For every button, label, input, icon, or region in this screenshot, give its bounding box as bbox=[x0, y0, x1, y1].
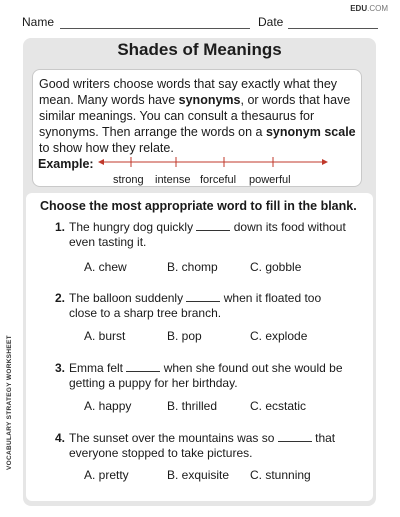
brand-name: EDU bbox=[350, 4, 368, 13]
answer-blank[interactable] bbox=[186, 291, 220, 302]
keyword-synonym-scale: synonym scale bbox=[265, 125, 356, 139]
intro-line-3: similar meanings. You can consult a thesaurus for bbox=[39, 109, 315, 123]
answer-blank[interactable] bbox=[278, 431, 312, 442]
name-label: Name bbox=[22, 15, 55, 29]
question-text-part: The hungry dog quickly bbox=[69, 220, 197, 234]
option-a[interactable]: A. chew bbox=[84, 260, 127, 274]
intro-line-5: to show how they relate. bbox=[39, 141, 174, 155]
intro-line-2 bbox=[39, 92, 361, 108]
sidebar-label: VOCABULARY STRATEGY WORKSHEET bbox=[6, 335, 13, 470]
question-text bbox=[69, 291, 355, 321]
synonym-scale-arrow bbox=[98, 155, 328, 169]
question-text-part: The balloon suddenly bbox=[69, 291, 187, 305]
question-number: 1. bbox=[55, 220, 66, 234]
question-text bbox=[69, 431, 355, 461]
question-text-part: close to a sharp tree branch. bbox=[69, 306, 222, 320]
option-c[interactable]: C. stunning bbox=[250, 468, 311, 482]
example-label: Example: bbox=[38, 157, 94, 171]
question-2 bbox=[55, 291, 355, 321]
keyword-synonyms: synonyms bbox=[178, 93, 241, 107]
question-4 bbox=[55, 431, 355, 461]
option-b[interactable]: B. chomp bbox=[167, 260, 218, 274]
scale-word: powerful bbox=[249, 174, 291, 186]
question-text-part: Emma felt bbox=[69, 361, 127, 375]
date-line bbox=[288, 28, 378, 29]
header-row bbox=[22, 15, 378, 31]
option-c[interactable]: C. explode bbox=[250, 329, 308, 343]
question-text-part: The sunset over the mountains was so bbox=[69, 431, 278, 445]
intro-text: synonyms. Then arrange the words on a bbox=[39, 125, 266, 139]
date-label: Date bbox=[258, 15, 284, 29]
option-b[interactable]: B. pop bbox=[167, 329, 202, 343]
intro-line-4 bbox=[39, 124, 361, 140]
option-a[interactable]: A. happy bbox=[84, 399, 132, 413]
option-c[interactable]: C. ecstatic bbox=[250, 399, 307, 413]
question-text-part: that bbox=[311, 431, 336, 445]
option-c[interactable]: C. gobble bbox=[250, 260, 302, 274]
option-b[interactable]: B. exquisite bbox=[167, 468, 230, 482]
question-number: 2. bbox=[55, 291, 66, 305]
instruction: Choose the most appropriate word to fill in the blank. bbox=[40, 199, 357, 213]
answer-blank[interactable] bbox=[196, 220, 230, 231]
intro-text: , or words that have bbox=[240, 93, 351, 107]
brand-suffix: .COM bbox=[367, 4, 388, 13]
name-line bbox=[60, 28, 250, 29]
brand-logo bbox=[350, 4, 388, 13]
intro-line-1: Good writers choose words that say exactly what they bbox=[39, 77, 338, 91]
question-3 bbox=[55, 361, 355, 391]
question-text-part: everyone stopped to take pictures. bbox=[69, 446, 253, 460]
question-number: 3. bbox=[55, 361, 66, 375]
question-text bbox=[69, 361, 355, 391]
worksheet-title: Shades of Meanings bbox=[117, 40, 282, 59]
question-text-part: when she found out she would be bbox=[160, 361, 343, 375]
question-text bbox=[69, 220, 355, 250]
question-text-part: down its food without bbox=[230, 220, 346, 234]
scale-word: forceful bbox=[200, 174, 237, 186]
scale-arrow-right bbox=[322, 159, 328, 165]
option-a[interactable]: A. pretty bbox=[84, 468, 129, 482]
scale-word: intense bbox=[155, 174, 191, 186]
question-text-part: getting a puppy for her birthday. bbox=[69, 376, 238, 390]
question-text-part: when it floated too bbox=[220, 291, 322, 305]
question-number: 4. bbox=[55, 431, 66, 445]
intro-text: mean. Many words have bbox=[39, 93, 179, 107]
option-a[interactable]: A. burst bbox=[84, 329, 126, 343]
question-text-part: even tasting it. bbox=[69, 235, 147, 249]
question-1 bbox=[55, 220, 355, 250]
option-b[interactable]: B. thrilled bbox=[167, 399, 218, 413]
scale-word: strong bbox=[113, 174, 144, 186]
answer-blank[interactable] bbox=[126, 361, 160, 372]
scale-arrow-left bbox=[98, 159, 104, 165]
